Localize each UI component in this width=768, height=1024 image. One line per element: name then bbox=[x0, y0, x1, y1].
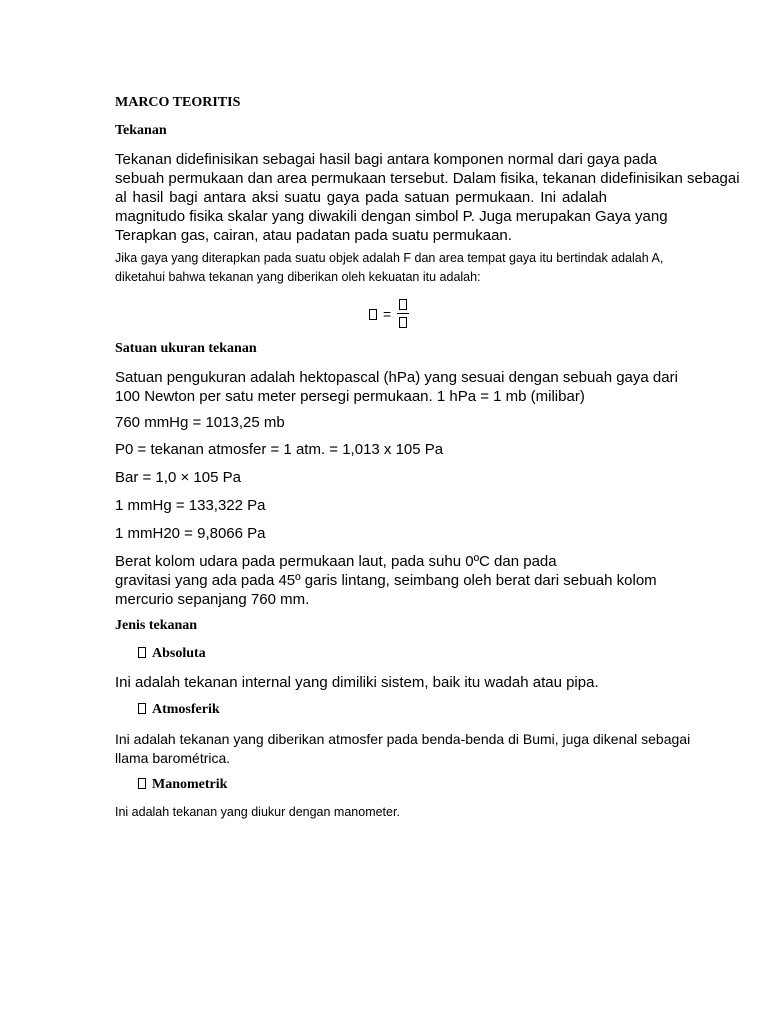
paragraph-line: llama barométrica. bbox=[115, 750, 231, 766]
paragraph-line: Terapkan gas, cairan, atau padatan pada suatu permukaan. bbox=[115, 227, 512, 244]
manometrik-description: Ini adalah tekanan yang diukur dengan manometer. bbox=[115, 805, 400, 819]
paragraph-line: Tekanan didefinisikan sebagai hasil bagi antara komponen normal dari gaya pada bbox=[115, 151, 658, 168]
bullet-item-manometrik bbox=[138, 776, 227, 794]
bullet-icon bbox=[138, 647, 146, 658]
paragraph-line: Jika gaya yang diterapkan pada suatu objek adalah F dan area tempat gaya itu bertindak adalah A, bbox=[115, 251, 664, 265]
bullet-label: Atmosferik bbox=[152, 702, 220, 717]
section-heading-tekanan: Tekanan bbox=[115, 123, 167, 138]
atmosferik-description bbox=[115, 730, 735, 768]
formula-equals: = bbox=[383, 306, 392, 322]
formula-numerator-glyph bbox=[397, 297, 409, 312]
absoluta-description: Ini adalah tekanan internal yang dimiliki sistem, baik itu wadah atau pipa. bbox=[115, 674, 599, 691]
equation-mmhg-mb: 760 mmHg = 1013,25 mb bbox=[115, 414, 285, 431]
tekanan-paragraph-1 bbox=[115, 150, 740, 245]
paragraph-line: gravitasi yang ada pada 45º garis lintang, seimbang oleh berat dari sebuah kolom bbox=[115, 572, 657, 589]
fraction-bar bbox=[397, 313, 409, 314]
paragraph-line: al hasil bagi antara aksi suatu gaya pada satuan permukaan. Ini adalah bbox=[115, 189, 607, 206]
equation-atm: P0 = tekanan atmosfer = 1 atm. = 1,013 x 105 Pa bbox=[115, 441, 444, 458]
paragraph-line: Satuan pengukuran adalah hektopascal (hPa) yang sesuai dengan sebuah gaya dari bbox=[115, 369, 678, 386]
paragraph-line: Ini adalah tekanan yang diberikan atmosfer pada benda-benda di Bumi, juga dikenal sebagai bbox=[115, 731, 691, 747]
pressure-formula bbox=[369, 297, 417, 333]
paragraph-line: magnitudo fisika skalar yang diwakili dengan simbol P. Juga merupakan Gaya yang bbox=[115, 208, 668, 225]
formula-fraction bbox=[397, 297, 409, 330]
tekanan-paragraph-2 bbox=[115, 249, 715, 287]
formula-denominator-glyph bbox=[397, 315, 409, 330]
bullet-label: Absoluta bbox=[152, 646, 206, 661]
bullet-item-absoluta bbox=[138, 645, 206, 663]
equation-mmh2o-pa: 1 mmH20 = 9,8066 Pa bbox=[115, 525, 266, 542]
paragraph-line: mercurio sepanjang 760 mm. bbox=[115, 591, 310, 608]
paragraph-line: 100 Newton per satu meter persegi permukaan. 1 hPa = 1 mb (milibar) bbox=[115, 388, 585, 405]
document-title: MARCO TEORITIS bbox=[115, 95, 241, 110]
paragraph-line: diketahui bahwa tekanan yang diberikan oleh kekuatan itu adalah: bbox=[115, 270, 481, 284]
bullet-icon bbox=[138, 703, 146, 714]
formula-lhs-glyph bbox=[369, 306, 377, 322]
bullet-label: Manometrik bbox=[152, 777, 228, 792]
section-heading-satuan: Satuan ukuran tekanan bbox=[115, 341, 257, 356]
equation-bar: Bar = 1,0 × 105 Pa bbox=[115, 469, 241, 486]
satuan-closing-paragraph bbox=[115, 552, 715, 609]
satuan-paragraph bbox=[115, 368, 715, 406]
section-heading-jenis: Jenis tekanan bbox=[115, 618, 198, 633]
bullet-icon bbox=[138, 778, 146, 789]
bullet-item-atmosferik bbox=[138, 701, 220, 719]
equation-mmhg-pa: 1 mmHg = 133,322 Pa bbox=[115, 497, 266, 514]
paragraph-line: Berat kolom udara pada permukaan laut, pada suhu 0ºC dan pada bbox=[115, 553, 557, 570]
paragraph-line: sebuah permukaan dan area permukaan tersebut. Dalam fisika, tekanan didefinisikan sebagai bbox=[115, 170, 740, 187]
